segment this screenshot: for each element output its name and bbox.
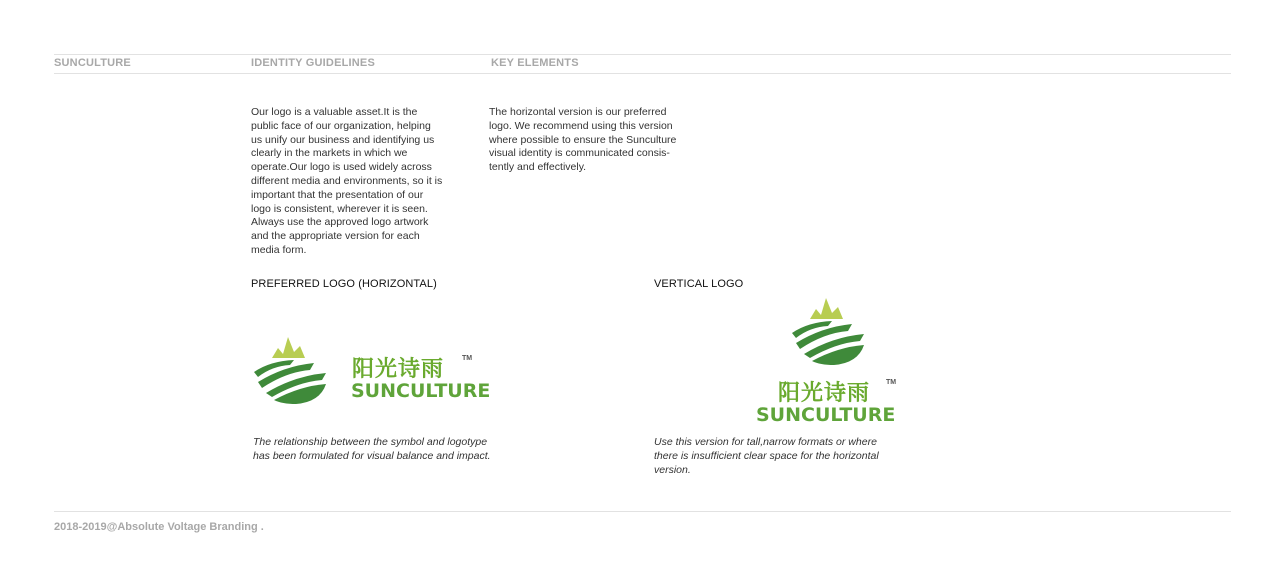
horizontal-logo-title: PREFERRED LOGO (HORIZONTAL) [251, 278, 437, 290]
intro-left-text: Our logo is a valuable asset.It is the public face of our organization, helping us unify our business and identifying us clearly in the markets in which we operate.Our logo is used widely across different media and environments, so it is important that the presentation of our logo is consistent, wherever it is seen. Always use the approved logo artwork and the appropriate version for each media form. [251, 106, 443, 256]
vertical-logo-caption: Use this version for tall,narrow formats or where there is insufficient clear space for the horizontal version. [654, 436, 879, 476]
section-header: IDENTITY GUIDELINES [251, 57, 375, 69]
footer-copyright: 2018-2019@Absolute Voltage Branding . [54, 521, 264, 533]
sunculture-symbol-icon [250, 336, 330, 406]
footer-rule [54, 511, 1231, 512]
vertical-wordmark-en: SUNCULTURE [756, 404, 896, 426]
intro-right-text: The horizontal version is our preferred logo. We recommend using this version where possible to ensure the Sunculture visual identity is communicated consis- tently and effectively. [489, 106, 677, 174]
vertical-trademark: TM [886, 379, 897, 386]
header-rule [54, 73, 1231, 74]
horizontal-wordmark-en: SUNCULTURE [351, 380, 491, 402]
sunculture-symbol-icon [788, 297, 868, 367]
horizontal-wordmark-cn: 阳光诗雨 [352, 357, 445, 382]
vertical-logo-title: VERTICAL LOGO [654, 278, 744, 290]
horizontal-trademark: TM [462, 355, 473, 362]
horizontal-logo-caption: The relationship between the symbol and logotype has been formulated for visual balance and impact. [253, 436, 491, 462]
brand-header: SUNCULTURE [54, 57, 131, 69]
top-rule [54, 54, 1231, 55]
subsection-header: KEY ELEMENTS [491, 57, 579, 69]
vertical-wordmark-cn: 阳光诗雨 [778, 381, 871, 406]
